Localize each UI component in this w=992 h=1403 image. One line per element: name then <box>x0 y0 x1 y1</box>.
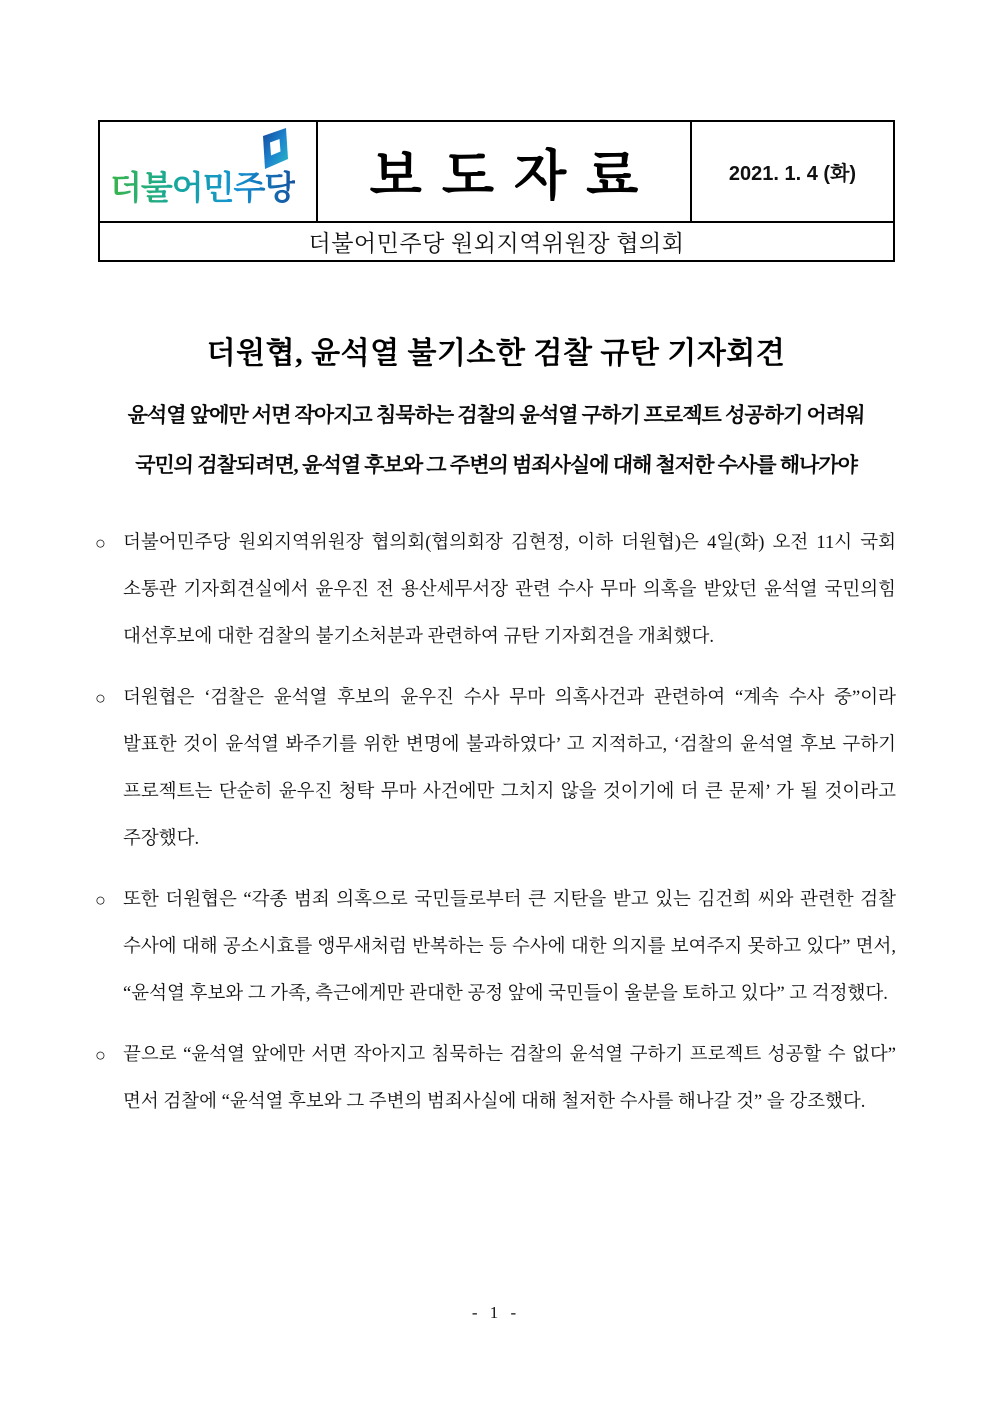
paragraph-text: 끝으로 “윤석열 앞에만 서면 작아지고 침묵하는 검찰의 윤석열 구하기 프로젝트 성공할 수 없다” 면서 검찰에 “윤석열 후보와 그 주변의 범죄사실에 대해 철저한 수사를 해나갈 것” 을 강조했다. <box>123 1045 896 1112</box>
subheadline-2: 국민의 검찰되려면, 윤석열 후보와 그 주변의 범죄사실에 대해 철저한 수사를 해나가야 <box>134 453 858 477</box>
header-org-row <box>100 221 893 260</box>
body-paragraph-3 <box>95 877 896 1018</box>
party-logo-cell <box>100 122 318 221</box>
circle-bullet-icon: ○ <box>95 533 106 553</box>
body-paragraph-4 <box>95 1032 896 1126</box>
circle-bullet-icon: ○ <box>95 688 106 708</box>
body-paragraph-2 <box>95 675 896 863</box>
paragraph-text: 또한 더원협은 “각종 범죄 의혹으로 국민들로부터 큰 지탄을 받고 있는 김건희 씨와 관련한 검찰 수사에 대해 공소시효를 앵무새처럼 반복하는 등 수사에 대한 의지를 보여주지 못하고 있다” 면서, “윤석열 후보와 그 가족, 측근에게만 관대한 공정 앞에 국민들이 울분을 토하고 있다” 고 걱정했다. <box>123 890 896 1004</box>
body-paragraph-1 <box>95 520 896 661</box>
press-release-header <box>98 120 895 262</box>
issuing-org-name: 더불어민주당 원외지역위원장 협의회 <box>308 231 685 256</box>
headline: 더원협, 윤석열 불기소한 검찰 규탄 기자회견 <box>206 337 786 370</box>
paragraph-text: 더원협은 ‘검찰은 윤석열 후보의 윤우진 수사 무마 의혹사건과 관련하여 “계속 수사 중”이라 발표한 것이 윤석열 봐주기를 위한 변명에 불과하였다’ 고 지적하고, ‘검찰의 윤석열 후보 구하기 프로젝트는 단순히 윤우진 청탁 무마 사건에만 그치지 않을 것이기에 더 큰 문제’ 가 될 것이라고 주장했다. <box>123 688 896 849</box>
header-top-row <box>100 122 893 221</box>
circle-bullet-icon: ○ <box>95 1045 106 1065</box>
circle-bullet-icon: ○ <box>95 890 106 910</box>
paragraph-text: 더불어민주당 원외지역위원장 협의회(협의회장 김현정, 이하 더원협)은 4일(화) 오전 11시 국회 소통관 기자회견실에서 윤우진 전 용산세무서장 관련 수사 무마 의혹을 받았던 윤석열 국민의힘 대선후보에 대한 검찰의 불기소처분과 관련하여 규탄 기자회견을 개최했다. <box>123 533 896 647</box>
subheadline-block <box>0 390 992 490</box>
release-date: 2021. 1. 4 (화) <box>728 163 857 185</box>
body-content <box>95 520 896 1140</box>
doc-type-title: 보도자료 <box>369 146 659 206</box>
party-logo-wordmark: 더불어민주당 <box>110 162 295 209</box>
page-number: - 1 - <box>471 1303 521 1322</box>
subheadline-1: 윤석열 앞에만 서면 작아지고 침묵하는 검찰의 윤석열 구하기 프로젝트 성공하기 어려워 <box>127 403 865 427</box>
date-cell <box>692 122 893 221</box>
doc-type-cell <box>318 122 692 221</box>
